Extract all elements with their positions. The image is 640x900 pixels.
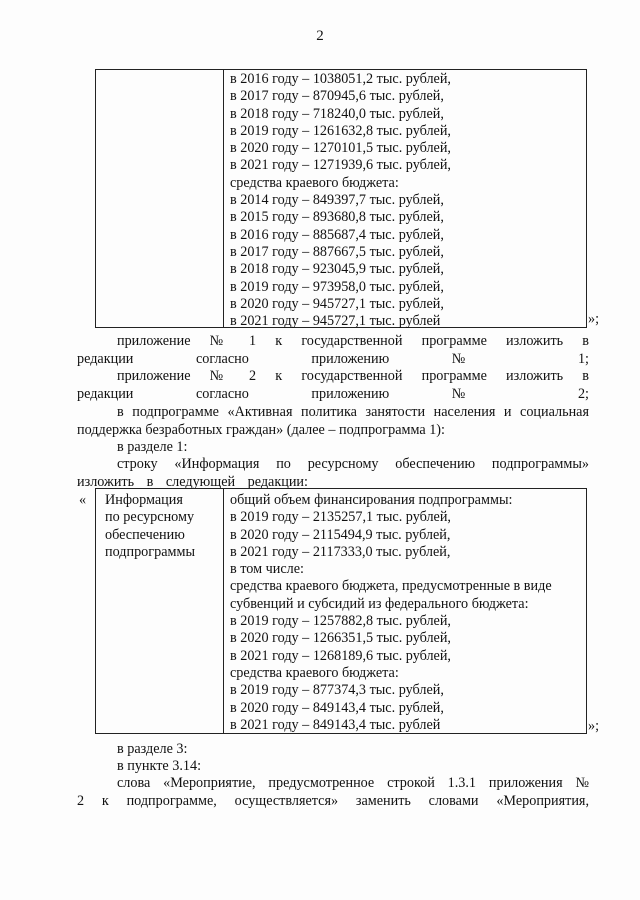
table-line: в 2021 году – 849143,4 тыс. рублей xyxy=(230,716,441,733)
table-line: в 2020 году – 1270101,5 тыс. рублей, xyxy=(230,140,451,157)
label-line: по ресурсному xyxy=(105,509,195,526)
table-line: субвенций и субсидий из федерального бюджета: xyxy=(230,595,529,612)
funding-table-new xyxy=(95,488,587,734)
table-label-cell xyxy=(96,70,224,327)
table-line: в 2014 году – 849397,7 тыс. рублей, xyxy=(230,192,444,209)
table-line: средства краевого бюджета: xyxy=(230,174,399,191)
paragraph-point-3-14: в пункте 3.14: xyxy=(117,758,202,774)
opening-quote: « xyxy=(79,492,87,508)
label-line: подпрограммы xyxy=(105,543,195,560)
table-line: средства краевого бюджета, предусмотренные в виде xyxy=(230,578,552,595)
table-line: в 2019 году – 1257882,8 тыс. рублей, xyxy=(230,613,451,630)
table-label-cell xyxy=(96,489,224,733)
table-line: общий объем финансирования подпрограммы: xyxy=(230,492,513,508)
table-line: в 2021 году – 2117333,0 тыс. рублей, xyxy=(230,543,451,560)
paragraph-words-replace: слова «Мероприятие, предусмотренное строкой 1.3.1 приложения № 2 к подпрограмме, осуществляется» заменить словами «Мероприятия, xyxy=(77,775,589,809)
table-line: в 2016 году – 885687,4 тыс. рублей, xyxy=(230,226,444,243)
paragraph-section-1: в разделе 1: xyxy=(117,439,188,455)
page-number: 2 xyxy=(316,28,324,44)
table-value-cell xyxy=(224,489,586,733)
table-line: в 2020 году – 849143,4 тыс. рублей, xyxy=(230,699,444,716)
paragraph-section-3: в разделе 3: xyxy=(117,741,188,757)
table-line: в 2018 году – 923045,9 тыс. рублей, xyxy=(230,261,444,278)
closing-quote: »; xyxy=(588,718,600,734)
table-line: в 2020 году – 945727,1 тыс. рублей, xyxy=(230,295,444,312)
table-line: в 2021 году – 1271939,6 тыс. рублей, xyxy=(230,157,451,174)
table-line: в 2015 году – 893680,8 тыс. рублей, xyxy=(230,209,444,226)
table-line: в 2019 году – 973958,0 тыс. рублей, xyxy=(230,278,444,295)
table-line: в 2020 году – 2115494,9 тыс. рублей, xyxy=(230,526,451,543)
funding-table-continued xyxy=(95,69,587,328)
table-line: в 2019 году – 1261632,8 тыс. рублей, xyxy=(230,122,451,139)
table-line: в 2017 году – 887667,5 тыс. рублей, xyxy=(230,243,444,260)
table-line: в 2021 году – 945727,1 тыс. рублей xyxy=(230,313,441,330)
table-line: в 2019 году – 877374,3 тыс. рублей, xyxy=(230,682,444,699)
table-line: в 2019 году – 2135257,1 тыс. рублей, xyxy=(230,509,451,526)
paragraph-appendix-2: приложение № 2 к государственной программе изложить в редакции согласно приложению № 2; xyxy=(77,368,589,402)
table-line: в том числе: xyxy=(230,561,304,578)
table-line: в 2018 году – 718240,0 тыс. рублей, xyxy=(230,105,444,122)
closing-quote: »; xyxy=(588,311,600,327)
table-line: средства краевого бюджета: xyxy=(230,664,399,681)
label-line: обеспечению xyxy=(105,526,185,543)
table-line: в 2016 году – 1038051,2 тыс. рублей, xyxy=(230,71,451,87)
paragraph-appendix-1: приложение № 1 к государственной программе изложить в редакции согласно приложению № 1; xyxy=(77,333,589,367)
table-line: в 2020 году – 1266351,5 тыс. рублей, xyxy=(230,630,451,647)
table-line: в 2017 году – 870945,6 тыс. рублей, xyxy=(230,88,444,105)
table-line: в 2021 году – 1268189,6 тыс. рублей, xyxy=(230,647,451,664)
label-line: Информация xyxy=(105,492,183,508)
paragraph-subprogram: в подпрограмме «Активная политика занятости населения и социальная поддержка безработных граждан» (далее – подпрограмма 1): xyxy=(77,404,589,438)
table-value-cell xyxy=(224,70,586,330)
paragraph-info-row: строку «Информация по ресурсному обеспечению подпрограммы» изложить в следующей редакции: xyxy=(77,456,589,490)
